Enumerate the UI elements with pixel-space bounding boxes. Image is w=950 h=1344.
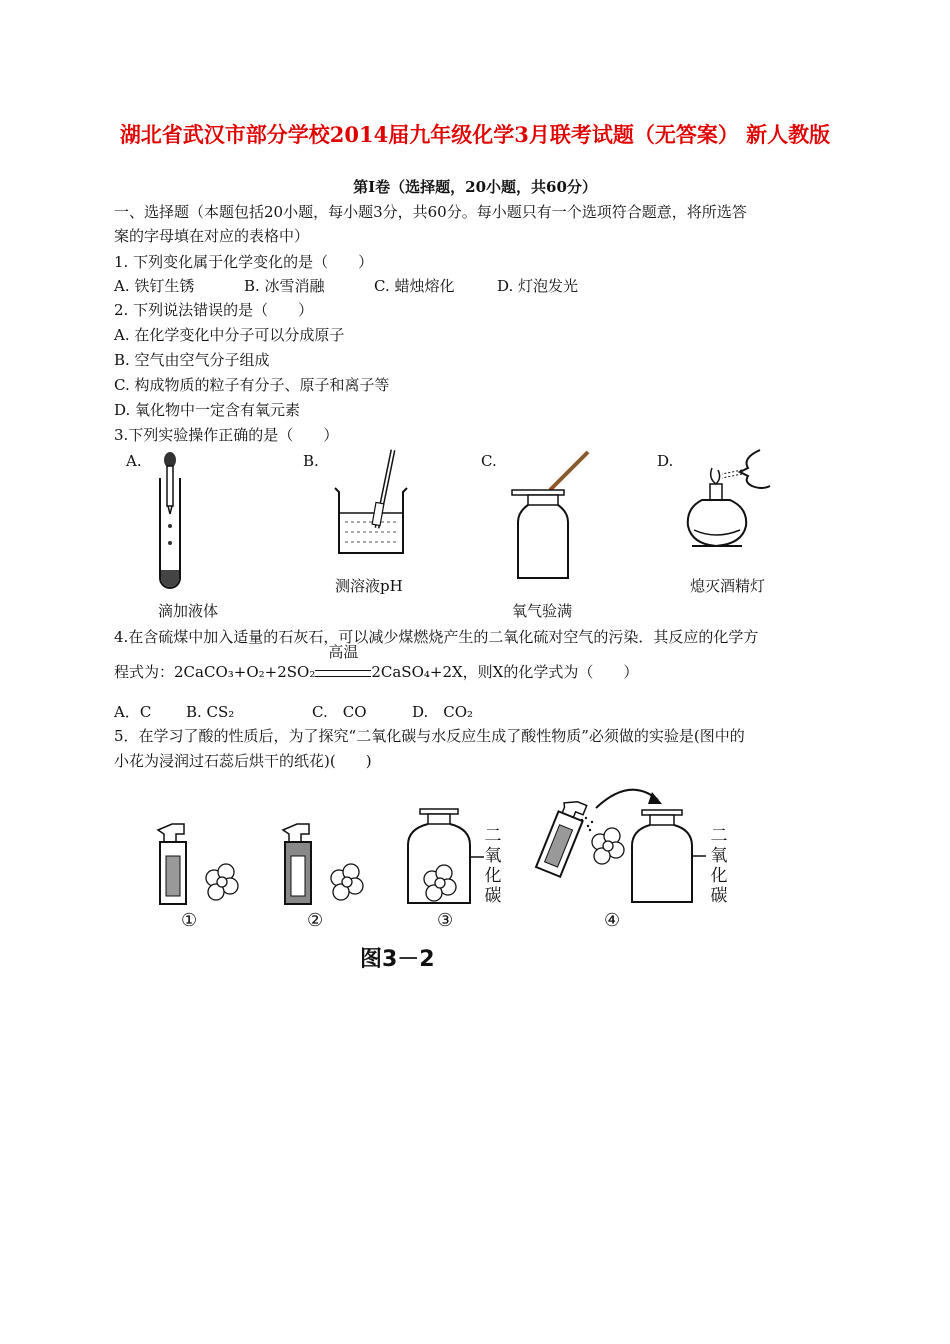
instructions-line-1: 一、选择题（本题包括20小题，每小题3分，共60分。每小题只有一个选项符合题意，将所选答 [114, 203, 747, 221]
gas-label-4: 二氧化碳 [710, 826, 728, 906]
gas-label-3: 二氧化碳 [484, 826, 502, 906]
q1-options [114, 274, 814, 298]
q4-eq-prefix: 程式为： [114, 663, 175, 681]
spray-bottle-2-figure [275, 820, 375, 910]
q3-caption-c: 氧气验满 [512, 602, 573, 620]
gas-jar-with-flower-figure [400, 805, 480, 910]
q3-letter-d: D. [657, 452, 674, 470]
q4-option-b: B. CS₂ [186, 703, 235, 721]
document-title: 湖北省武汉市部分学校2014届九年级化学3月联考试题（无答案） 新人教版 [119, 122, 831, 147]
q3-caption-a: 滴加液体 [158, 602, 219, 620]
spray-then-jar-figure [530, 780, 710, 910]
q2-stem: 2. 下列说法错误的是（ ） [114, 301, 314, 319]
q3-stem: 3.下列实验操作正确的是（ ） [114, 426, 339, 444]
q4-option-c: C. CO [312, 703, 367, 721]
q3-letter-a: A. [126, 452, 142, 470]
q2-option-d: D. 氧化物中一定含有氧元素 [114, 401, 301, 419]
q5-line-2: 小花为浸润过石蕊后烘干的纸花)( ) [114, 752, 372, 770]
beaker-ph-figure [325, 448, 415, 563]
q4-condition: 高温 [328, 643, 359, 661]
q4-options [114, 700, 614, 724]
q1-stem: 1. 下列变化属于化学变化的是（ ） [114, 253, 374, 271]
q4-reactants: 2CaCO₃+O₂+2SO₂ [174, 663, 316, 681]
q4-equation [114, 643, 639, 684]
figure-number-1: ① [181, 910, 198, 931]
q1-option-c: C. 蜡烛熔化 [374, 277, 455, 295]
q1-option-a: A. 铁钉生锈 [114, 277, 195, 295]
q5-line-1: 5．在学习了酸的性质后，为了探究“二氧化碳与水反应生成了酸性物质”必须做的实验是(图中的 [114, 727, 745, 745]
q4-reaction-arrow [315, 643, 371, 684]
spray-bottle-1-figure [150, 820, 250, 910]
q4-option-d: D. CO₂ [412, 703, 474, 721]
q3-letter-c: C. [481, 452, 497, 470]
q2-option-a: A. 在化学变化中分子可以分成原子 [114, 326, 345, 344]
q3-letter-b: B. [303, 452, 319, 470]
q4-line-1: 4.在含硫煤中加入适量的石灰石，可以减少煤燃烧产生的二氧化硫对空气的污染．其反应的化学方 [114, 628, 759, 646]
q2-option-b: B. 空气由空气分子组成 [114, 351, 270, 369]
q3-caption-d: 熄灭酒精灯 [690, 577, 766, 595]
q1-option-b: B. 冰雪消融 [244, 277, 325, 295]
gas-bottle-splint-figure [508, 448, 608, 583]
q4-option-a: A．C [114, 703, 152, 721]
test-tube-dropper-figure [140, 448, 210, 593]
q2-option-c: C. 构成物质的粒子有分子、原子和离子等 [114, 376, 390, 394]
figure-caption: 图3－2 [360, 947, 435, 972]
figure-number-2: ② [307, 910, 324, 931]
figure-number-3: ③ [437, 910, 454, 931]
section-header: 第Ⅰ卷（选择题，20小题，共60分） [353, 178, 597, 196]
q3-caption-b: 测溶液pH [335, 577, 403, 595]
figure-number-4: ④ [604, 910, 621, 931]
alcohol-lamp-figure [682, 448, 782, 563]
q1-option-d: D. 灯泡发光 [497, 277, 579, 295]
instructions-line-2: 案的字母填在对应的表格中） [114, 227, 310, 245]
q4-products: 2CaSO₄+2X，则X的化学式为（ ） [371, 663, 639, 681]
